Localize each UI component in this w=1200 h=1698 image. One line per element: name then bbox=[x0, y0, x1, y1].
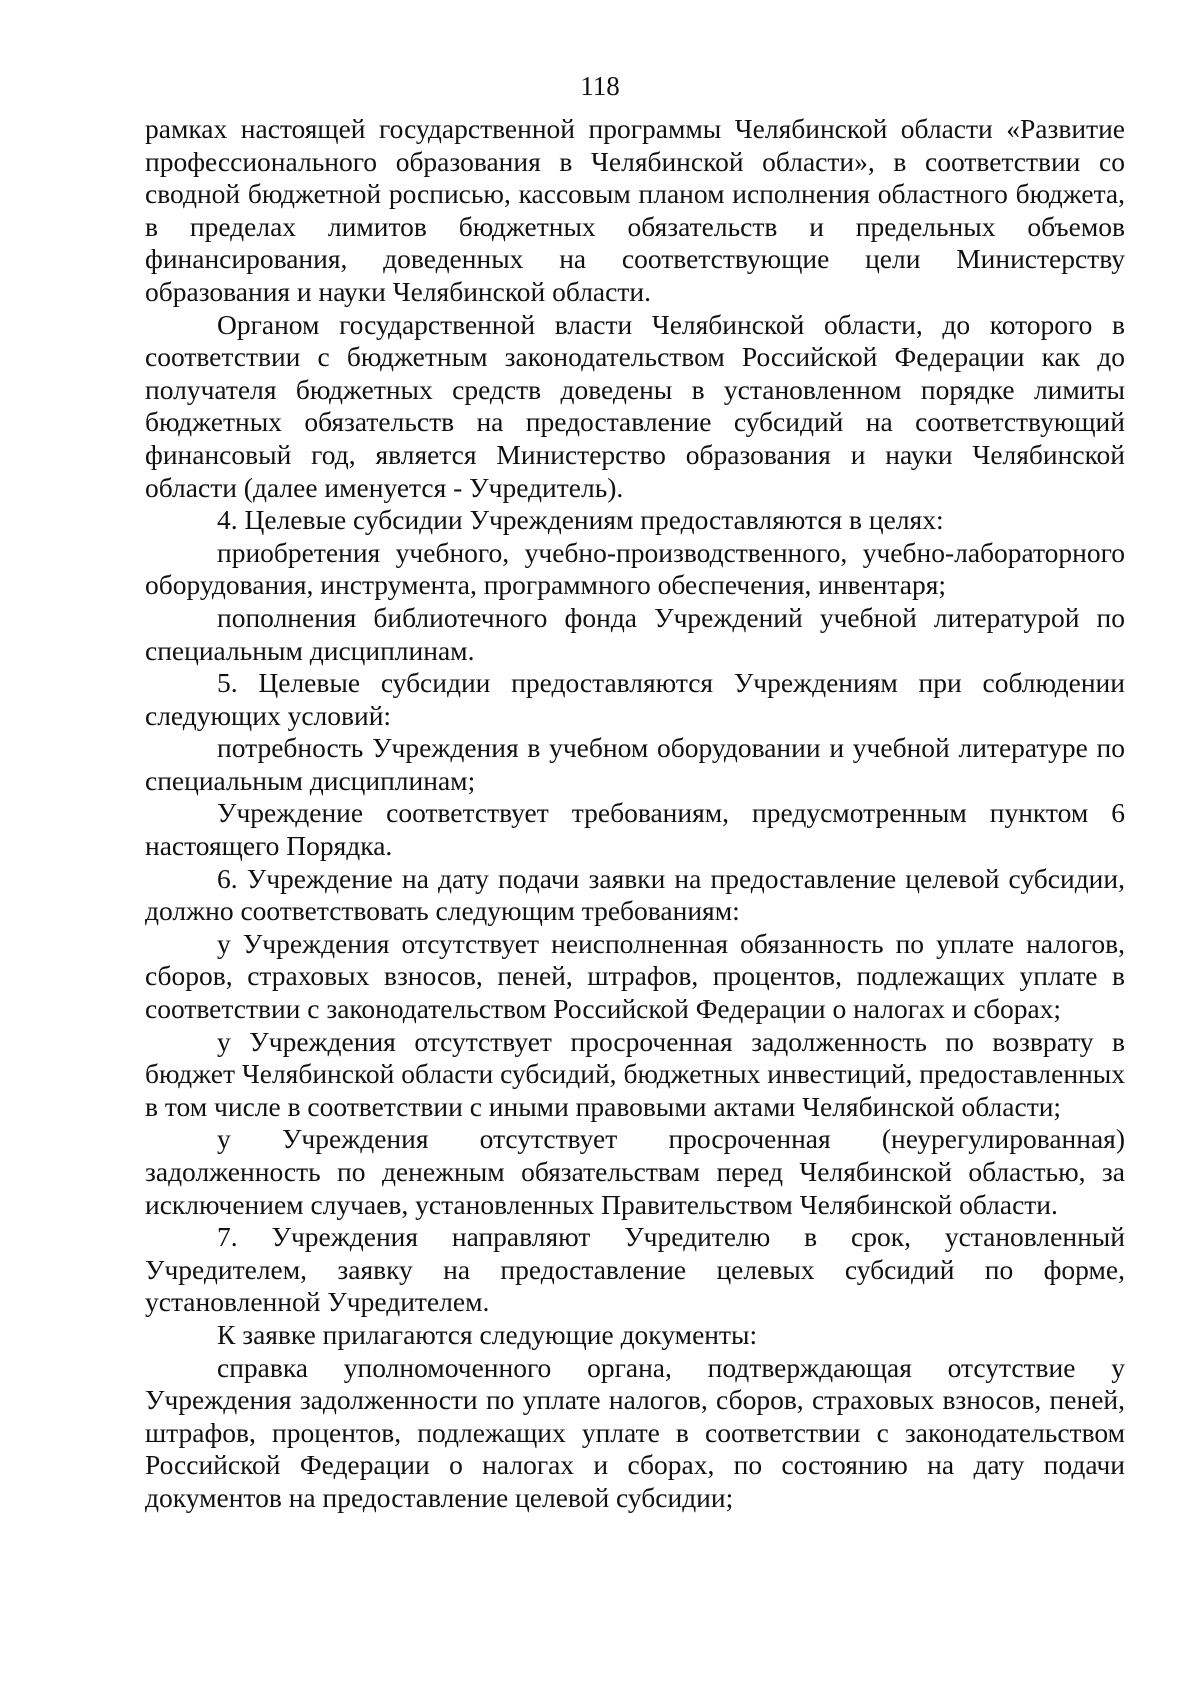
paragraph-document-tax-certificate: справка уполномоченного органа, подтверждающая отсутствие у Учреждения задолженности по уплате налогов, сборов, страховых взносов, пеней, штрафов, процентов, подлежащих уплате в соответствии с законодательством Российской Федерации о налогах и сборах, по состоянию на дату подачи документов на предоставление целевой субсидии; bbox=[145, 1351, 1125, 1513]
paragraph-item-7: 7. Учреждения направляют Учредителю в срок, установленный Учредителем, заявку на предоставление целевых субсидий по форме, установленной Учредителем. bbox=[145, 1221, 1125, 1318]
document-body bbox=[145, 113, 1125, 1515]
paragraph-documents-intro: К заявке прилагаются следующие документы: bbox=[217, 1318, 758, 1350]
paragraph-item-6: 6. Учреждение на дату подачи заявки на предоставление целевой субсидии, должно соответствовать следующим требованиям: bbox=[145, 862, 1125, 927]
paragraph-condition-compliance: Учреждение соответствует требованиям, предусмотренным пунктом 6 настоящего Порядка. bbox=[145, 797, 1125, 862]
paragraph-requirement-taxes: у Учреждения отсутствует неисполненная обязанность по уплате налогов, сборов, страховых взносов, пеней, штрафов, процентов, подлежащих уплате в соответствии с законодательством Российской Федерации о налогах и сборах; bbox=[145, 927, 1125, 1025]
paragraph-authority: Органом государственной власти Челябинской области, до которого в соответствии с бюджетным законодательством Российской Федерации как до получателя бюджетных средств доведены в установленном порядке лимиты бюджетных обязательств на предоставление субсидий на соответствующий финансовый год, является Министерство образования и науки Челябинской области (далее именуется - Учредитель). bbox=[145, 308, 1125, 503]
paragraph-item-5: 5. Целевые субсидии предоставляются Учреждениям при соблюдении следующих условий: bbox=[145, 667, 1125, 731]
paragraph-requirement-monetary-debt: у Учреждения отсутствует просроченная (неурегулированная) задолженность по денежным обязательствам перед Челябинской областью, за исключением случаев, установленных Правительством Челябинской области. bbox=[145, 1123, 1125, 1220]
paragraph-requirement-budget-debt: у Учреждения отсутствует просроченная задолженность по возврату в бюджет Челябинской области субсидий, бюджетных инвестиций, предоставленных в том числе в соответствии с иными правовыми актами Челябинской области; bbox=[145, 1025, 1125, 1122]
paragraph-item-4: 4. Целевые субсидии Учреждениям предоставляются в целях: bbox=[217, 504, 944, 536]
page-number: 118 bbox=[580, 71, 620, 101]
paragraph-condition-need: потребность Учреждения в учебном оборудовании и учебной литературе по специальным дисциплинам; bbox=[145, 732, 1125, 796]
paragraph-purpose-equipment: приобретения учебного, учебно-производственного, учебно-лабораторного оборудования, инструмента, программного обеспечения, инвентаря; bbox=[145, 536, 1125, 601]
paragraph-continuation: рамках настоящей государственной программы Челябинской области «Развитие профессионального образования в Челябинской области», в соответствии со сводной бюджетной росписью, кассовым планом исполнения областного бюджета, в пределах лимитов бюджетных обязательств и предельных объемов финансирования, доведенных на соответствующие цели Министерству образования и науки Челябинской области. bbox=[145, 113, 1125, 307]
paragraph-purpose-library: пополнения библиотечного фонда Учреждений учебной литературой по специальным дисциплинам. bbox=[145, 601, 1125, 666]
